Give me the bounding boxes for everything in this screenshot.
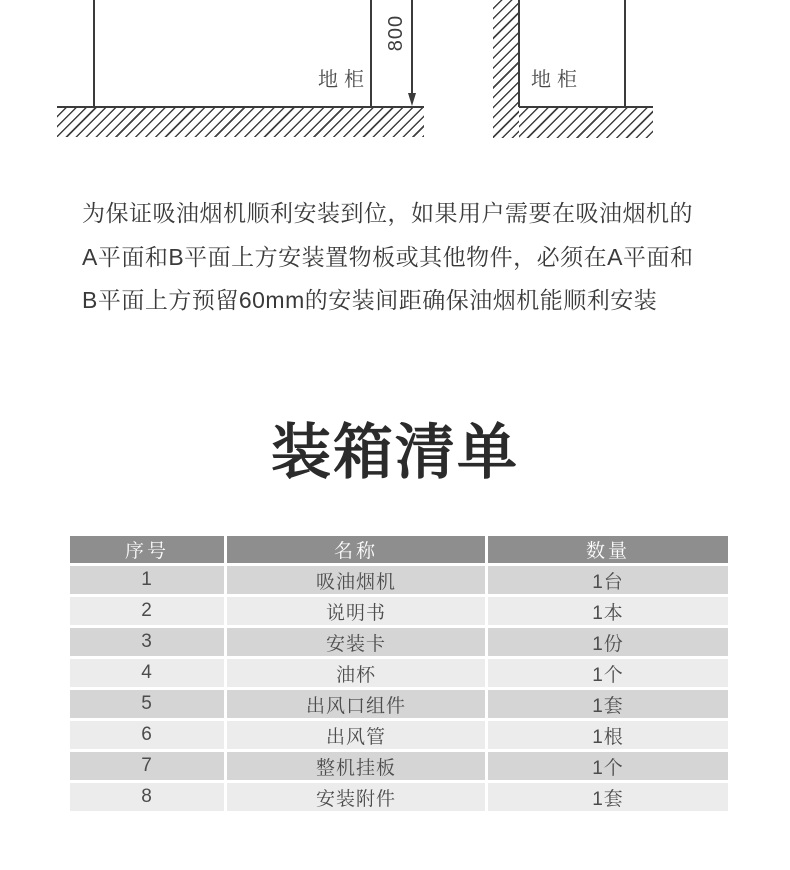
cell-qty: 1根 [488,721,728,749]
cell-no: 6 [70,721,224,749]
cabinet-side-line-right [370,0,372,107]
cell-name: 安装附件 [227,783,485,811]
cell-name: 吸油烟机 [227,566,485,594]
table-row [70,628,728,656]
header-no: 序号 [70,536,224,563]
table-row [70,597,728,625]
table-row [70,752,728,780]
note-line-3: B平面上方预留60mm的安装间距确保油烟机能顺利安装 [82,287,658,313]
cell-qty: 1台 [488,566,728,594]
table-row [70,659,728,687]
cabinet-side-line-right2 [624,0,626,107]
note-line-2: A平面和B平面上方安装置物板或其他物件，必须在A平面和 [82,243,694,270]
cell-name: 安装卡 [227,628,485,656]
cell-no: 4 [70,659,224,687]
table-row [70,783,728,811]
cell-name: 油杯 [227,659,485,687]
cell-qty: 1本 [488,597,728,625]
cell-no: 5 [70,690,224,718]
cell-qty: 1份 [488,628,728,656]
table-row [70,690,728,718]
header-name: 名称 [227,536,485,563]
cell-qty: 1个 [488,659,728,687]
cell-no: 8 [70,783,224,811]
floor-hatch-right [519,106,653,138]
cell-no: 2 [70,597,224,625]
cell-qty: 1套 [488,783,728,811]
cell-no: 7 [70,752,224,780]
installation-note [82,192,750,323]
wall-edge-line [518,0,520,107]
cell-name: 整机挂板 [227,752,485,780]
page-title: 装箱清单 [271,419,519,486]
cell-name: 出风口组件 [227,690,485,718]
cell-no: 1 [70,566,224,594]
floor-hatch-left [57,106,424,137]
packing-list-table [67,533,731,814]
floor-cabinet-label-left: 地柜 [318,69,370,91]
cabinet-side-line-left [93,0,95,107]
dimension-value: 800 [384,14,407,52]
floor-cabinet-label-right: 地柜 [531,69,583,91]
cell-name: 说明书 [227,597,485,625]
header-qty: 数量 [488,536,728,563]
cell-no: 3 [70,628,224,656]
table-row [70,566,728,594]
table-header-row [70,536,728,563]
cell-name: 出风管 [227,721,485,749]
dimension-arrow-icon [408,93,416,106]
table-row [70,721,728,749]
wall-hatch-right [493,0,519,138]
cell-qty: 1套 [488,690,728,718]
note-line-1: 为保证吸油烟机顺利安装到位，如果用户需要在吸油烟机的 [82,200,693,226]
cell-qty: 1个 [488,752,728,780]
